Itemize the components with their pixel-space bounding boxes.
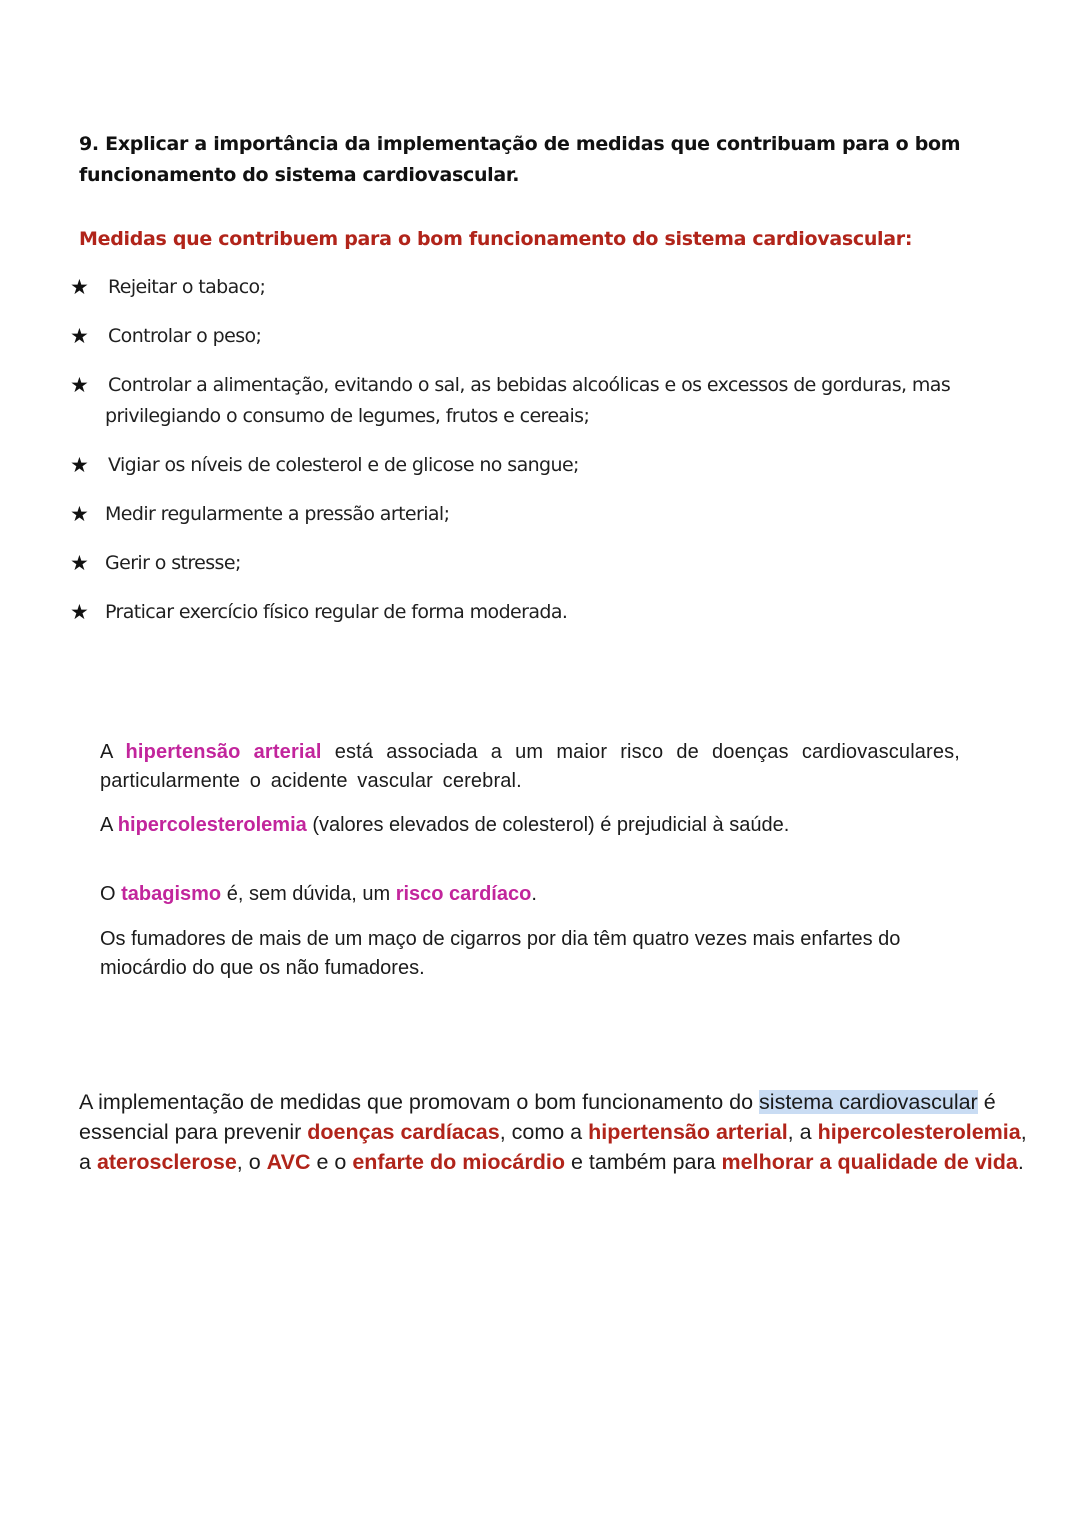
list-item-text: Controlar a alimentação, evitando o sal, as bebidas alcoólicas e os excessos de gorduras, mas privilegiando o consumo de legumes, frutos e cereais;: [105, 374, 951, 427]
list-item: [70, 450, 1010, 481]
highlight-term: tabagismo: [121, 883, 222, 905]
highlight-term: hipercolesterolemia: [117, 814, 307, 836]
highlight-term: hipertensão arterial: [125, 741, 322, 763]
measures-heading: Medidas que contribuem para o bom funcionamento do sistema cardiovascular:: [79, 228, 913, 250]
list-item-text: Rejeitar o tabaco;: [108, 276, 266, 298]
star-icon: ★: [70, 551, 89, 575]
emphasis-term: enfarte do miocárdio: [352, 1150, 565, 1174]
list-item: [70, 370, 1010, 432]
list-item: [70, 272, 1010, 303]
list-item-text: Vigiar os níveis de colesterol e de glicose no sangue;: [108, 454, 579, 476]
list-item-text: Controlar o peso;: [108, 325, 262, 347]
conclusion-text: .: [1017, 1150, 1024, 1174]
star-icon: ★: [70, 502, 89, 526]
list-item: [70, 597, 1010, 628]
emphasis-term: hipertensão arterial: [588, 1120, 788, 1144]
list-item: [70, 548, 1010, 579]
note-smokers: Os fumadores de mais de um maço de cigarros por dia têm quatro vezes mais enfartes do miocárdio do que os não fumadores.: [100, 928, 901, 979]
emphasis-term: aterosclerose: [96, 1150, 237, 1174]
list-item: [70, 499, 1010, 530]
list-item-text: Gerir o stresse;: [105, 552, 241, 574]
list-item: [70, 321, 1010, 352]
note-text: está associada a um maior risco de doenças cardiovasculares, particularmente o acidente vascular cerebral.: [100, 741, 960, 792]
star-icon: ★: [70, 275, 89, 299]
note-text: O: [100, 883, 122, 905]
conclusion-text: , como a: [499, 1120, 589, 1144]
conclusion-paragraph: [79, 1087, 1039, 1177]
conclusion-text: e o: [310, 1150, 353, 1174]
conclusion-text: é essencial para prevenir: [79, 1090, 996, 1144]
star-icon: ★: [70, 600, 89, 624]
note-text: .: [531, 883, 537, 905]
star-icon: ★: [70, 324, 89, 348]
note-hypertension: [100, 738, 960, 796]
measures-list: [70, 272, 1010, 646]
note-cholesterol: [100, 811, 960, 840]
emphasis-term: doenças cardíacas: [307, 1120, 500, 1144]
conclusion-text: , a: [787, 1120, 818, 1144]
note-text: é, sem dúvida, um: [221, 883, 396, 905]
note-text: A: [100, 814, 118, 836]
note-text: A: [100, 741, 126, 763]
note-text: (valores elevados de colesterol) é prejudicial à saúde.: [306, 814, 790, 836]
highlight-term: risco cardíaco: [395, 883, 532, 905]
question-text: 9. Explicar a importância da implementação de medidas que contribuam para o bom funcionamento do sistema cardiovascular.: [79, 133, 961, 186]
star-icon: ★: [70, 373, 89, 397]
note-smoking: [100, 880, 960, 909]
list-item-text: Medir regularmente a pressão arterial;: [105, 503, 450, 525]
list-item-text: Praticar exercício físico regular de forma moderada.: [105, 601, 568, 623]
star-icon: ★: [70, 453, 89, 477]
emphasis-term: hipercolesterolemia: [817, 1120, 1021, 1144]
emphasis-term: AVC: [266, 1150, 311, 1174]
conclusion-text: , o: [236, 1150, 267, 1174]
conclusion-text: A implementação de medidas que promovam o bom funcionamento do: [79, 1090, 760, 1114]
conclusion-text: , a: [79, 1120, 1027, 1174]
conclusion-text: e também para: [564, 1150, 722, 1174]
selected-text[interactable]: sistema cardiovascular: [759, 1090, 978, 1114]
emphasis-term: melhorar a qualidade de vida: [721, 1150, 1018, 1174]
